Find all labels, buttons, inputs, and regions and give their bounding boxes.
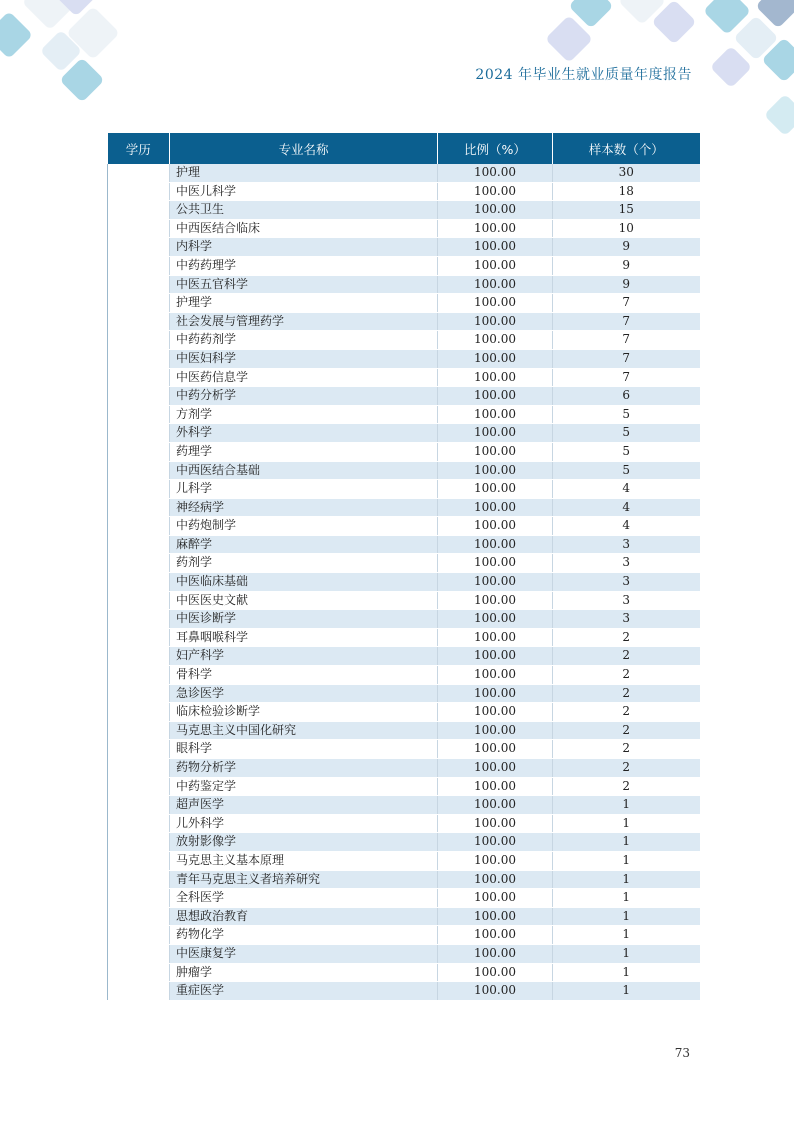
table-row — [108, 256, 700, 275]
table-row — [108, 666, 700, 685]
count-cell: 2 — [553, 721, 700, 740]
table-row — [108, 349, 700, 368]
major-cell: 全科医学 — [170, 889, 438, 908]
major-cell: 儿外科学 — [170, 814, 438, 833]
count-cell: 10 — [553, 219, 700, 238]
count-cell: 30 — [553, 164, 700, 182]
decor-diamond — [710, 46, 752, 88]
ratio-cell: 100.00 — [438, 517, 553, 536]
major-cell: 思想政治教育 — [170, 907, 438, 926]
count-cell: 18 — [553, 182, 700, 201]
major-cell: 青年马克思主义者培养研究 — [170, 870, 438, 889]
ratio-cell: 100.00 — [438, 219, 553, 238]
ratio-cell: 100.00 — [438, 796, 553, 815]
ratio-cell: 100.00 — [438, 628, 553, 647]
count-cell: 1 — [553, 907, 700, 926]
ratio-cell: 100.00 — [438, 294, 553, 313]
ratio-cell: 100.00 — [438, 387, 553, 406]
major-cell: 中医药信息学 — [170, 368, 438, 387]
major-cell: 骨科学 — [170, 666, 438, 685]
count-cell: 9 — [553, 256, 700, 275]
ratio-cell: 100.00 — [438, 164, 553, 182]
table-row — [108, 684, 700, 703]
major-cell: 马克思主义基本原理 — [170, 851, 438, 870]
major-cell: 公共卫生 — [170, 201, 438, 220]
count-cell: 2 — [553, 759, 700, 778]
table-row — [108, 182, 700, 201]
major-cell: 中药药理学 — [170, 256, 438, 275]
major-cell: 马克思主义中国化研究 — [170, 721, 438, 740]
major-cell: 肿瘤学 — [170, 963, 438, 982]
table-header-row — [108, 133, 700, 164]
table-row — [108, 944, 700, 963]
ratio-cell: 100.00 — [438, 573, 553, 592]
major-cell: 麻醉学 — [170, 535, 438, 554]
major-cell: 中药药剂学 — [170, 331, 438, 350]
major-cell: 中医康复学 — [170, 944, 438, 963]
count-cell: 7 — [553, 312, 700, 331]
table-row — [108, 201, 700, 220]
table-body — [108, 164, 700, 1000]
count-cell: 1 — [553, 889, 700, 908]
table-row — [108, 387, 700, 406]
ratio-cell: 100.00 — [438, 721, 553, 740]
column-header-count: 样本数（个） — [553, 133, 700, 164]
table-row — [108, 703, 700, 722]
major-cell: 中药炮制学 — [170, 517, 438, 536]
major-cell: 妇产科学 — [170, 647, 438, 666]
table-row — [108, 461, 700, 480]
table-row — [108, 591, 700, 610]
ratio-cell: 100.00 — [438, 535, 553, 554]
count-cell: 2 — [553, 703, 700, 722]
ratio-cell: 100.00 — [438, 963, 553, 982]
decor-diamond — [764, 94, 794, 136]
employment-ratio-table — [107, 133, 700, 1001]
table-row — [108, 573, 700, 592]
table-row — [108, 535, 700, 554]
count-cell: 6 — [553, 387, 700, 406]
table-row — [108, 294, 700, 313]
count-cell: 1 — [553, 851, 700, 870]
count-cell: 2 — [553, 684, 700, 703]
column-header-degree: 学历 — [108, 133, 170, 164]
column-header-major: 专业名称 — [170, 133, 438, 164]
ratio-cell: 100.00 — [438, 759, 553, 778]
table-row — [108, 721, 700, 740]
ratio-cell: 100.00 — [438, 647, 553, 666]
major-cell: 中西医结合临床 — [170, 219, 438, 238]
table-row — [108, 405, 700, 424]
table-row — [108, 442, 700, 461]
major-cell: 药剂学 — [170, 554, 438, 573]
count-cell: 1 — [553, 944, 700, 963]
count-cell: 1 — [553, 796, 700, 815]
count-cell: 9 — [553, 238, 700, 257]
ratio-cell: 100.00 — [438, 926, 553, 945]
ratio-cell: 100.00 — [438, 498, 553, 517]
ratio-cell: 100.00 — [438, 331, 553, 350]
ratio-cell: 100.00 — [438, 684, 553, 703]
major-cell: 方剂学 — [170, 405, 438, 424]
table-row — [108, 368, 700, 387]
table-row — [108, 851, 700, 870]
ratio-cell: 100.00 — [438, 182, 553, 201]
table-row — [108, 889, 700, 908]
page-number: 73 — [674, 1046, 690, 1060]
table-row — [108, 963, 700, 982]
table-row — [108, 610, 700, 629]
ratio-cell: 100.00 — [438, 591, 553, 610]
ratio-cell: 100.00 — [438, 461, 553, 480]
count-cell: 2 — [553, 666, 700, 685]
ratio-cell: 100.00 — [438, 907, 553, 926]
count-cell: 3 — [553, 535, 700, 554]
major-cell: 外科学 — [170, 424, 438, 443]
table-row — [108, 907, 700, 926]
table-row — [108, 814, 700, 833]
ratio-cell: 100.00 — [438, 851, 553, 870]
count-cell: 1 — [553, 833, 700, 852]
count-cell: 1 — [553, 814, 700, 833]
ratio-cell: 100.00 — [438, 349, 553, 368]
table-row — [108, 219, 700, 238]
table-row — [108, 870, 700, 889]
major-cell: 护理学 — [170, 294, 438, 313]
major-cell: 中医诊断学 — [170, 610, 438, 629]
table-row — [108, 238, 700, 257]
count-cell: 4 — [553, 517, 700, 536]
count-cell: 2 — [553, 628, 700, 647]
major-cell: 中西医结合基础 — [170, 461, 438, 480]
major-cell: 药理学 — [170, 442, 438, 461]
ratio-cell: 100.00 — [438, 256, 553, 275]
table-row — [108, 777, 700, 796]
count-cell: 3 — [553, 610, 700, 629]
decor-diamond — [0, 11, 33, 59]
major-cell: 中药分析学 — [170, 387, 438, 406]
table-row — [108, 275, 700, 294]
ratio-cell: 100.00 — [438, 368, 553, 387]
major-cell: 药物化学 — [170, 926, 438, 945]
count-cell: 3 — [553, 554, 700, 573]
count-cell: 5 — [553, 461, 700, 480]
major-cell: 眼科学 — [170, 740, 438, 759]
major-cell: 耳鼻咽喉科学 — [170, 628, 438, 647]
count-cell: 7 — [553, 294, 700, 313]
ratio-cell: 100.00 — [438, 833, 553, 852]
count-cell: 15 — [553, 201, 700, 220]
count-cell: 5 — [553, 442, 700, 461]
report-title: 2024 年毕业生就业质量年度报告 — [475, 67, 692, 83]
column-header-ratio: 比例（%） — [438, 133, 553, 164]
ratio-cell: 100.00 — [438, 480, 553, 499]
major-cell: 急诊医学 — [170, 684, 438, 703]
ratio-cell: 100.00 — [438, 424, 553, 443]
degree-cell — [108, 164, 170, 1000]
ratio-cell: 100.00 — [438, 610, 553, 629]
count-cell: 1 — [553, 982, 700, 1001]
count-cell: 7 — [553, 349, 700, 368]
major-cell: 临床检验诊断学 — [170, 703, 438, 722]
table-row — [108, 498, 700, 517]
major-cell: 内科学 — [170, 238, 438, 257]
major-cell: 放射影像学 — [170, 833, 438, 852]
count-cell: 1 — [553, 870, 700, 889]
ratio-cell: 100.00 — [438, 740, 553, 759]
count-cell: 2 — [553, 740, 700, 759]
ratio-cell: 100.00 — [438, 870, 553, 889]
major-cell: 儿科学 — [170, 480, 438, 499]
ratio-cell: 100.00 — [438, 666, 553, 685]
ratio-cell: 100.00 — [438, 238, 553, 257]
ratio-cell: 100.00 — [438, 777, 553, 796]
table-row — [108, 647, 700, 666]
count-cell: 5 — [553, 405, 700, 424]
count-cell: 3 — [553, 591, 700, 610]
count-cell: 3 — [553, 573, 700, 592]
table-row — [108, 982, 700, 1001]
ratio-cell: 100.00 — [438, 201, 553, 220]
count-cell: 4 — [553, 480, 700, 499]
major-cell: 超声医学 — [170, 796, 438, 815]
major-cell: 重症医学 — [170, 982, 438, 1001]
table-row — [108, 480, 700, 499]
major-cell: 中医临床基础 — [170, 573, 438, 592]
ratio-cell: 100.00 — [438, 889, 553, 908]
count-cell: 7 — [553, 368, 700, 387]
ratio-cell: 100.00 — [438, 944, 553, 963]
major-cell: 社会发展与管理药学 — [170, 312, 438, 331]
count-cell: 1 — [553, 926, 700, 945]
major-cell: 中医妇科学 — [170, 349, 438, 368]
ratio-cell: 100.00 — [438, 442, 553, 461]
ratio-cell: 100.00 — [438, 275, 553, 294]
major-cell: 中医儿科学 — [170, 182, 438, 201]
ratio-cell: 100.00 — [438, 814, 553, 833]
major-cell: 药物分析学 — [170, 759, 438, 778]
table-row — [108, 740, 700, 759]
table-row — [108, 833, 700, 852]
table-row — [108, 164, 700, 182]
table-row — [108, 628, 700, 647]
ratio-cell: 100.00 — [438, 703, 553, 722]
major-cell: 中医五官科学 — [170, 275, 438, 294]
table-row — [108, 331, 700, 350]
major-cell: 护理 — [170, 164, 438, 182]
table-row — [108, 926, 700, 945]
ratio-cell: 100.00 — [438, 554, 553, 573]
table-row — [108, 759, 700, 778]
table-row — [108, 312, 700, 331]
table-row — [108, 424, 700, 443]
table-row — [108, 517, 700, 536]
major-cell: 中医医史文献 — [170, 591, 438, 610]
count-cell: 7 — [553, 331, 700, 350]
count-cell: 2 — [553, 647, 700, 666]
ratio-cell: 100.00 — [438, 982, 553, 1001]
ratio-cell: 100.00 — [438, 405, 553, 424]
count-cell: 2 — [553, 777, 700, 796]
major-cell: 神经病学 — [170, 498, 438, 517]
ratio-cell: 100.00 — [438, 312, 553, 331]
count-cell: 4 — [553, 498, 700, 517]
count-cell: 5 — [553, 424, 700, 443]
table-row — [108, 796, 700, 815]
major-cell: 中药鉴定学 — [170, 777, 438, 796]
count-cell: 9 — [553, 275, 700, 294]
count-cell: 1 — [553, 963, 700, 982]
table-row — [108, 554, 700, 573]
